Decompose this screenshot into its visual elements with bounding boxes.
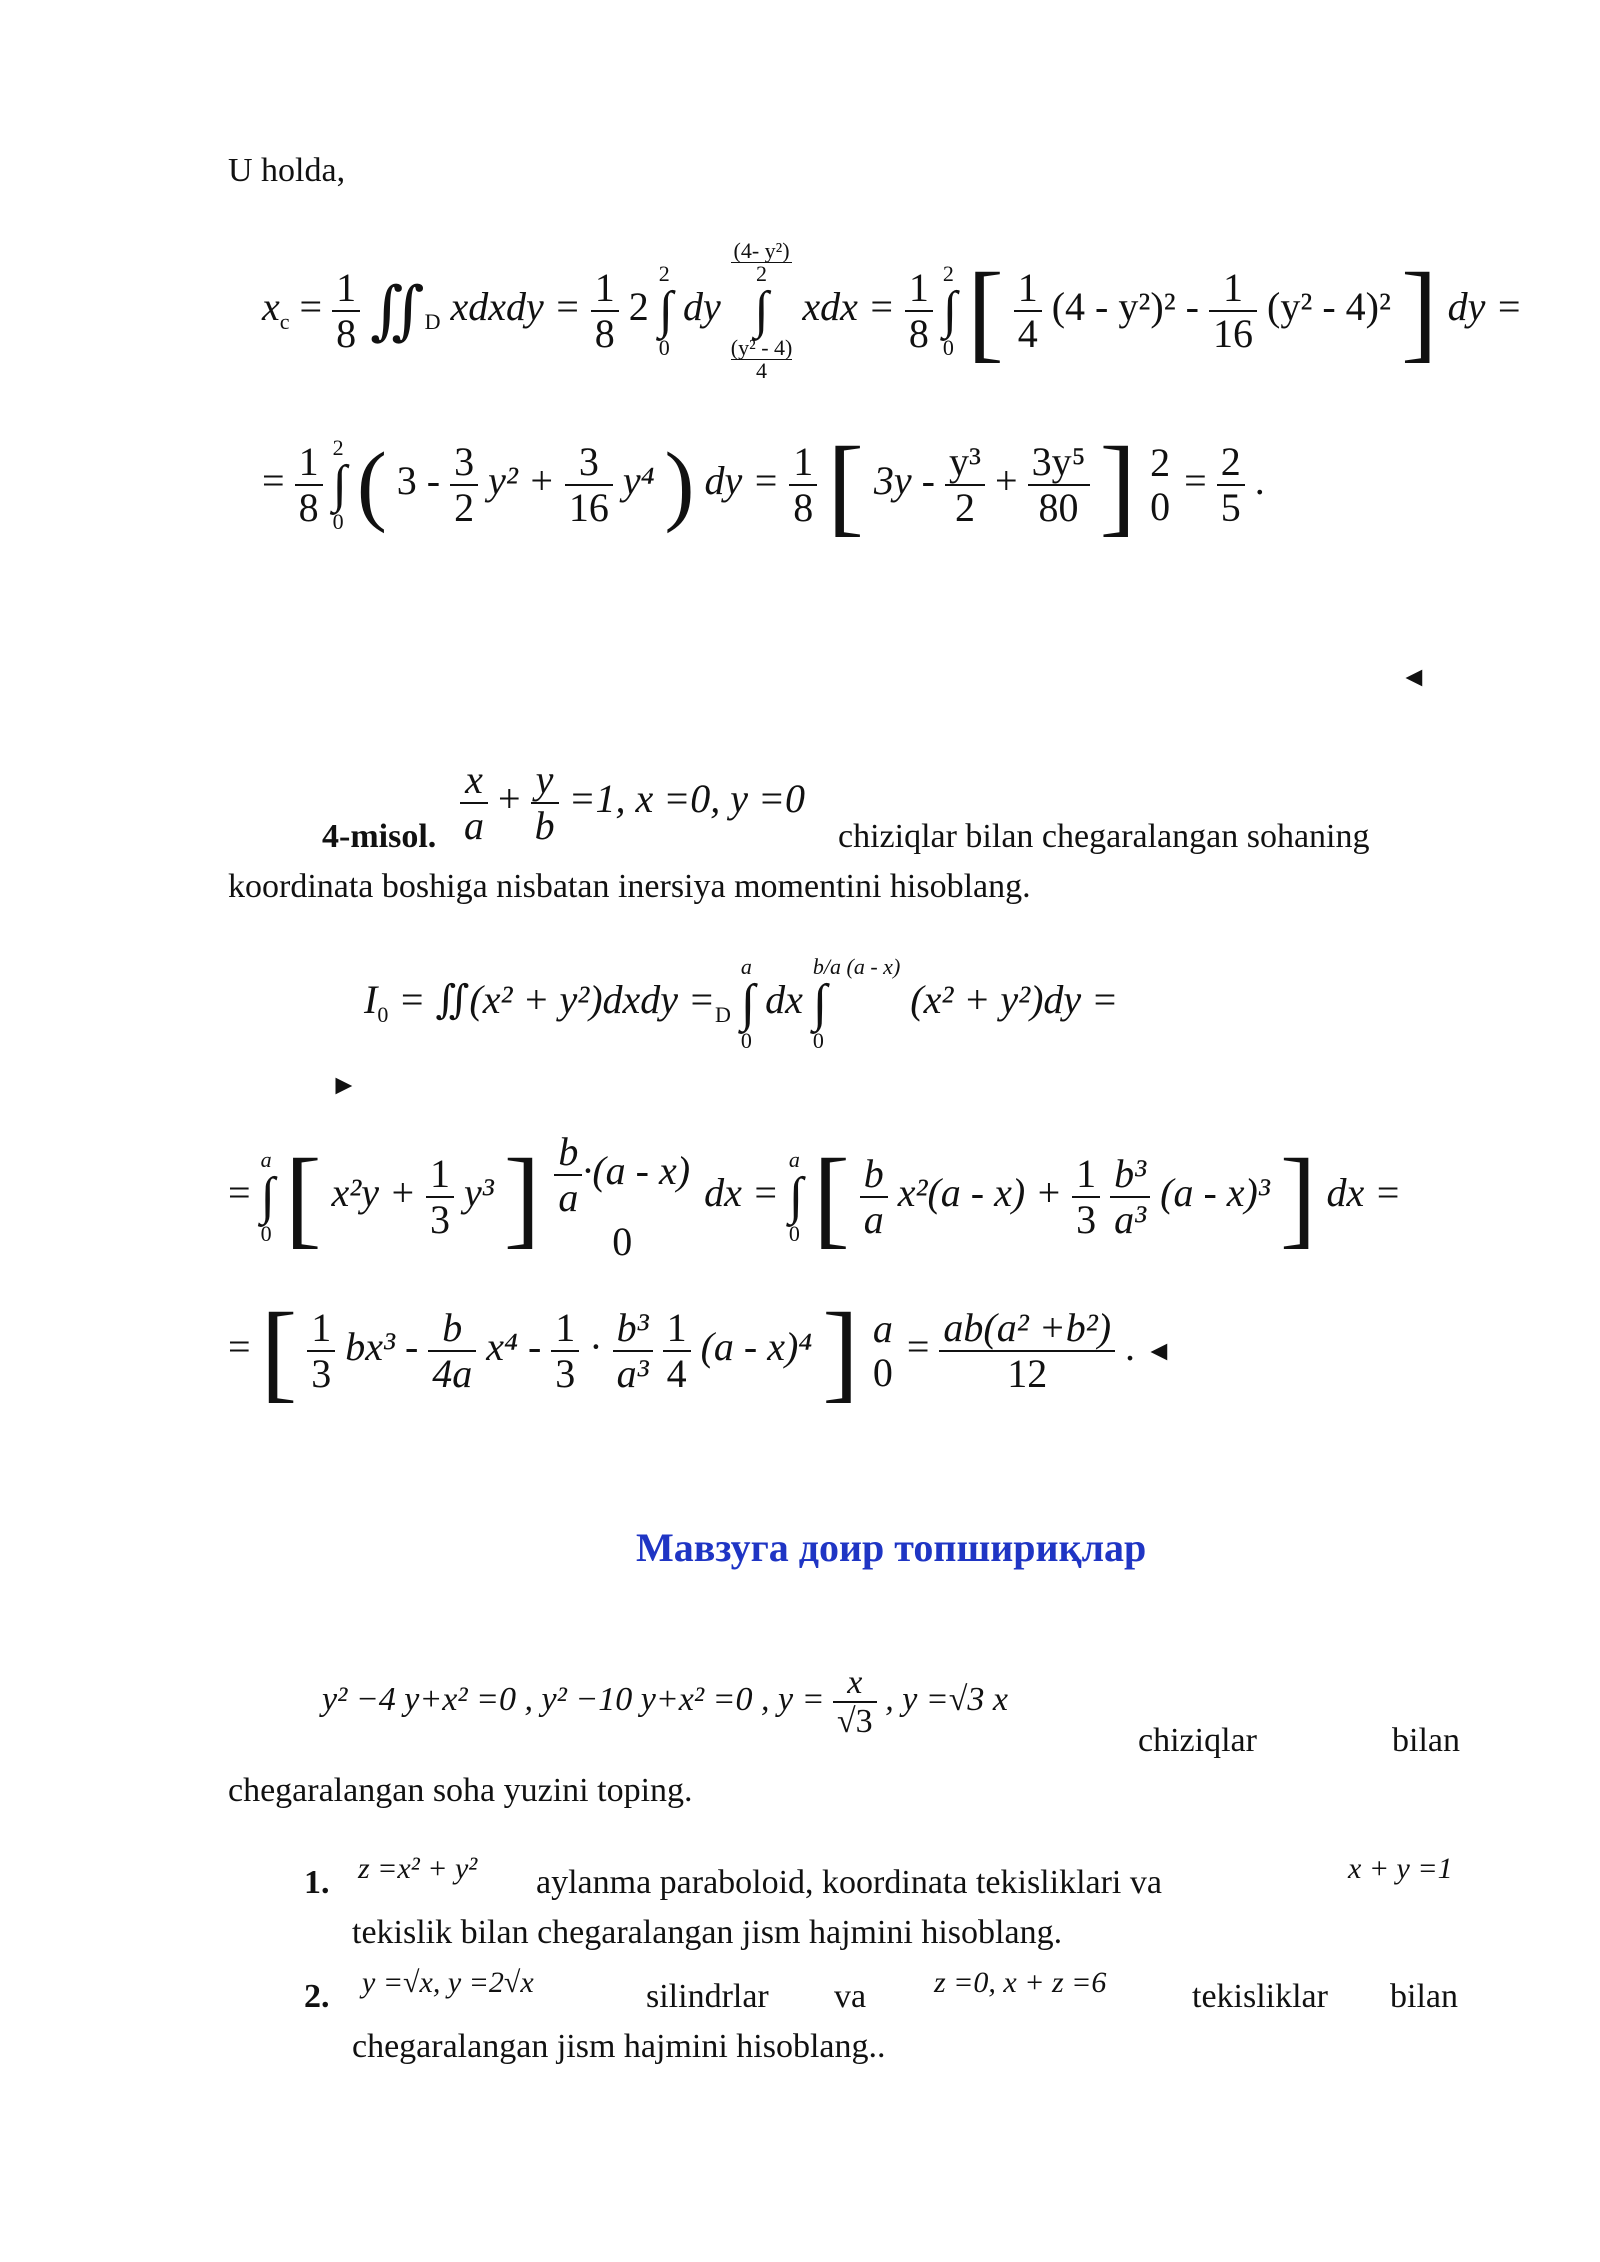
right-bracket-2: ] bbox=[1279, 1136, 1317, 1258]
eq1-lhs: x bbox=[262, 284, 280, 330]
frac-num: b³ bbox=[1110, 1152, 1150, 1198]
upper-limit: a bbox=[740, 954, 752, 979]
eq5-fraction-1-3b bbox=[551, 1306, 579, 1396]
frac-num: b bbox=[554, 1130, 582, 1176]
task2-word2: va bbox=[834, 1978, 867, 2015]
eq1-fraction-1-8 bbox=[332, 266, 360, 356]
frac-den: b bbox=[534, 803, 555, 848]
frac-num: 1 bbox=[591, 266, 619, 312]
left-bracket-2: [ bbox=[813, 1136, 850, 1258]
eq2-result-fraction bbox=[1217, 440, 1245, 530]
frac-den: a bbox=[863, 1197, 884, 1242]
frac-num: 1 bbox=[905, 266, 933, 312]
eq1-domain: D bbox=[424, 309, 441, 335]
eval-lower: 0 bbox=[872, 1350, 893, 1395]
cond-rest: =1, x =0, y =0 bbox=[568, 776, 806, 822]
cond-plus: + bbox=[498, 776, 521, 822]
eq4-int-limits: a ∫ 0 bbox=[260, 1147, 275, 1246]
eq1-inner-limits: (4- y²) 2 ∫ (y² - 4) 4 bbox=[730, 238, 793, 383]
inner-lower-limit: (y² - 4) bbox=[730, 335, 793, 360]
frac-num: x bbox=[833, 1664, 877, 1703]
frac-den: 80 bbox=[1038, 485, 1079, 530]
task1-math-b-text: x + y =1 bbox=[1348, 1852, 1453, 1885]
task0-fraction bbox=[833, 1664, 877, 1741]
frac-num: b³ bbox=[613, 1306, 653, 1352]
eq4-fraction-1-3 bbox=[426, 1152, 454, 1242]
inner-lower-limit: 0 bbox=[812, 1028, 824, 1053]
eq2-fraction-3y5-80 bbox=[1028, 440, 1090, 530]
frac-num: 1 bbox=[332, 266, 360, 312]
eq5-equals-result: = bbox=[906, 1324, 930, 1370]
eq5-fraction-1-4 bbox=[663, 1306, 691, 1396]
example4-text-b: koordinata boshiga nisbatan inersiya momentini hisoblang. bbox=[228, 868, 1031, 905]
upper-limit: 2 bbox=[658, 261, 670, 286]
eq1-int-limits: 2 ∫ 0 bbox=[658, 261, 673, 360]
right-bracket: ] bbox=[822, 1290, 859, 1412]
eq2-int-limits: 2 ∫ 0 bbox=[332, 435, 347, 534]
example4-label: 4-misol. bbox=[322, 818, 437, 855]
frac-den: 3 bbox=[429, 1197, 450, 1242]
frac-den: 2 bbox=[955, 485, 975, 530]
eq1-equals: = bbox=[299, 284, 323, 330]
eq2-fraction-1-8b bbox=[789, 440, 817, 530]
task0-line2: chegaralangan soha yuzini toping. bbox=[228, 1772, 693, 1809]
frac-num: 3 bbox=[565, 440, 613, 486]
lower-limit: 0 bbox=[788, 1221, 800, 1246]
eq5-a: bx³ - bbox=[345, 1324, 419, 1370]
frac-num: b bbox=[428, 1306, 476, 1352]
task0-math-b: , y =√3 x bbox=[885, 1681, 1008, 1719]
task0-equation bbox=[322, 1664, 1008, 1741]
eq1-int-limits-2: 2 ∫ 0 bbox=[942, 261, 958, 360]
frac-den: 8 bbox=[298, 485, 319, 530]
frac-den: 8 bbox=[793, 485, 814, 530]
frac-den: 3 bbox=[555, 1351, 576, 1396]
eq4-c: dx = bbox=[704, 1170, 779, 1216]
eval-upper-rest: ·(a - x) bbox=[582, 1148, 691, 1194]
lower-limit: 0 bbox=[658, 335, 670, 360]
eq2-eval-limits bbox=[1146, 441, 1174, 529]
right-bracket: ] bbox=[503, 1136, 541, 1258]
task2-math-a bbox=[362, 1966, 534, 2000]
task1-math-b bbox=[1348, 1852, 1453, 1886]
eq4-e: (a - x)³ bbox=[1160, 1170, 1270, 1216]
frac-num: 1 bbox=[551, 1306, 579, 1352]
eval-upper: a bbox=[872, 1306, 893, 1351]
frac-den: a³ bbox=[1114, 1197, 1147, 1242]
end-marker-left-triangle-icon: ◄ bbox=[1400, 662, 1428, 693]
eq1-dy: dy bbox=[683, 284, 721, 330]
task0-word2: bilan bbox=[1392, 1722, 1460, 1759]
eval-upper bbox=[550, 1130, 694, 1220]
eq4-eval-limits bbox=[550, 1130, 694, 1264]
eq5-result-fraction bbox=[939, 1306, 1115, 1396]
eq1-fraction-1-16 bbox=[1209, 266, 1257, 356]
task1-number: 1. bbox=[304, 1864, 330, 1901]
eq2-fraction-y3-2 bbox=[945, 440, 985, 530]
frac-den: a bbox=[464, 803, 484, 848]
eq1-term-b: (y² - 4)² bbox=[1267, 284, 1391, 330]
section-heading: Мавзуга доир топшириқлар bbox=[636, 1525, 1147, 1570]
frac-num: y³ bbox=[945, 440, 985, 486]
right-bracket: ] bbox=[1400, 250, 1438, 372]
lower-limit: 0 bbox=[332, 509, 344, 534]
task1-text-a: aylanma paraboloid, koordinata tekisliklari va bbox=[536, 1864, 1162, 1901]
left-bracket: [ bbox=[260, 1290, 298, 1412]
start-marker-right-triangle-icon: ► bbox=[330, 1070, 358, 1101]
frac-den: 3 bbox=[311, 1351, 332, 1396]
eq2-e: 3y - bbox=[873, 458, 935, 504]
eq4-a: x²y + bbox=[331, 1170, 416, 1216]
task0-math-a: y² −4 y+x² =0 , y² −10 y+x² =0 , y = bbox=[322, 1681, 825, 1719]
eq3-lhs-sub: 0 bbox=[377, 1002, 389, 1028]
equation-inertia-line3 bbox=[228, 1290, 1173, 1412]
eq1-fraction-1-8c bbox=[905, 266, 933, 356]
task0-word1: chiziqlar bbox=[1138, 1722, 1257, 1759]
right-paren: ) bbox=[664, 435, 695, 534]
frac-den: 4a bbox=[432, 1351, 473, 1396]
eq2-equals: = bbox=[262, 458, 285, 504]
frac-num: y bbox=[531, 758, 559, 804]
right-bracket: ] bbox=[1099, 424, 1137, 546]
eval-lower: 0 bbox=[1150, 484, 1171, 529]
cond-fraction-y-b bbox=[531, 758, 559, 848]
eq4-int-limits-2: a ∫ 0 bbox=[788, 1147, 804, 1246]
task2-number: 2. bbox=[304, 1978, 330, 2015]
frac-den: 4 bbox=[1017, 311, 1038, 356]
frac-den: 8 bbox=[336, 311, 357, 356]
frac-den: 4 bbox=[666, 1351, 687, 1396]
frac-den: 16 bbox=[568, 485, 609, 530]
eq4-fraction-b3-a3 bbox=[1110, 1152, 1150, 1242]
eq4-d: x²(a - x) + bbox=[897, 1170, 1063, 1216]
eq2-c: y⁴ bbox=[622, 458, 655, 504]
left-bracket: [ bbox=[967, 250, 1004, 372]
equation-inertia-line1 bbox=[364, 956, 1118, 1052]
eq1-lhs-sub: c bbox=[279, 309, 290, 335]
eq3-int-limits: a ∫ 0 bbox=[740, 954, 756, 1053]
eq3-lhs: I bbox=[364, 977, 378, 1023]
frac-num: 3 bbox=[450, 440, 478, 486]
eq1-fraction-1-8b bbox=[591, 266, 619, 356]
frac-num: b bbox=[860, 1152, 888, 1198]
eq1-term-a: (4 - y²)² - bbox=[1051, 284, 1199, 330]
left-bracket: [ bbox=[827, 424, 864, 546]
frac-num: 1 bbox=[426, 1152, 454, 1198]
frac-den: 3 bbox=[1076, 1197, 1097, 1242]
example4-condition bbox=[460, 758, 805, 848]
eq2-plus: + bbox=[995, 458, 1018, 504]
eval-upper: 2 bbox=[1150, 440, 1171, 485]
frac-num: 2 bbox=[1217, 440, 1245, 486]
lower-limit: 0 bbox=[942, 335, 954, 360]
eq5-fraction-b-4a bbox=[428, 1306, 476, 1396]
equation-centroid-line1 bbox=[262, 240, 1522, 382]
eval-lower: 0 bbox=[612, 1219, 633, 1264]
lower-limit: 0 bbox=[260, 1221, 272, 1246]
eq5-period: . bbox=[1125, 1324, 1136, 1370]
frac-den: 5 bbox=[1220, 485, 1241, 530]
frac-num: 1 bbox=[1072, 1152, 1100, 1198]
eq3-mid: = ∬(x² + y²)dxdy = bbox=[398, 977, 716, 1023]
task1-math-a-text: z =x² + y² bbox=[358, 1852, 478, 1885]
task2-word4: bilan bbox=[1390, 1978, 1458, 2015]
upper-limit: a bbox=[788, 1147, 800, 1172]
inner-upper-limit: b/a (a - x) bbox=[812, 954, 901, 979]
eq3-inner-limits: b/a (a - x) ∫ 0 bbox=[812, 954, 901, 1053]
eq5-fraction-b3-a3 bbox=[613, 1306, 653, 1396]
frac-num: 1 bbox=[1014, 266, 1042, 312]
double-integral-sign: ∬ bbox=[370, 275, 425, 346]
frac-den: 8 bbox=[594, 311, 615, 356]
eq2-fraction-1-8 bbox=[295, 440, 323, 530]
frac-den: a bbox=[558, 1175, 579, 1220]
eq3-tail: (x² + y²)dy = bbox=[910, 977, 1119, 1023]
example4-text-a: chiziqlar bilan chegaralangan sohaning bbox=[838, 818, 1370, 855]
eq3-domain: D bbox=[715, 1002, 731, 1028]
frac-num: 1 bbox=[663, 1306, 691, 1352]
frac-num: 1 bbox=[295, 440, 323, 486]
equation-centroid-line2 bbox=[262, 424, 1265, 546]
frac-den: 8 bbox=[908, 311, 929, 356]
lower-limit: 0 bbox=[740, 1028, 752, 1053]
task2-math-a-text: y =√x, y =2√x bbox=[362, 1966, 534, 1999]
task2-math-b bbox=[934, 1966, 1106, 2000]
task2-line2: chegaralangan jism hajmini hisoblang.. bbox=[352, 2028, 886, 2065]
task1-line2: tekislik bilan chegaralangan jism hajmini hisoblang. bbox=[352, 1914, 1063, 1951]
task1-math-a bbox=[358, 1852, 477, 1886]
frac-num: ab(a² +b²) bbox=[939, 1306, 1115, 1352]
task2-math-b-text: z =0, x + z =6 bbox=[934, 1966, 1107, 1999]
eq1-xdx: xdx = bbox=[802, 284, 895, 330]
eq2-equals-result: = bbox=[1184, 458, 1207, 504]
upper-limit: a bbox=[260, 1147, 272, 1172]
eq4-b: y³ bbox=[463, 1170, 494, 1216]
eq1-tail: dy = bbox=[1447, 284, 1523, 330]
eq1-coef: 2 bbox=[628, 284, 649, 330]
inner-lower-den: 4 bbox=[756, 358, 768, 383]
eq5-equals: = bbox=[228, 1324, 251, 1370]
eq4-equals: = bbox=[228, 1170, 251, 1216]
task2-word3: tekisliklar bbox=[1192, 1978, 1328, 2015]
eq2-a: 3 - bbox=[396, 458, 441, 504]
end-marker-left-triangle-icon-2: ◄ bbox=[1145, 1336, 1173, 1368]
frac-den: 16 bbox=[1213, 311, 1253, 356]
eq4-fraction-1-3b bbox=[1072, 1152, 1100, 1242]
inner-upper-limit: (4- y²) bbox=[731, 240, 793, 263]
eq2-b: y² + bbox=[488, 458, 555, 504]
frac-num: 1 bbox=[1209, 266, 1257, 312]
left-bracket: [ bbox=[284, 1136, 322, 1258]
frac-num: 3y⁵ bbox=[1028, 440, 1090, 486]
eq1-integrand: xdxdy = bbox=[450, 284, 581, 330]
frac-den: √3 bbox=[837, 1703, 873, 1741]
frac-num: 1 bbox=[307, 1306, 335, 1352]
eq2-d: dy = bbox=[704, 458, 780, 504]
eq5-eval-limits bbox=[869, 1307, 897, 1395]
inner-upper-den: 2 bbox=[756, 261, 768, 286]
equation-inertia-line2 bbox=[228, 1130, 1401, 1264]
left-paren: ( bbox=[356, 435, 387, 534]
eq1-fraction-1-4 bbox=[1014, 266, 1042, 356]
cond-fraction-x-a bbox=[460, 758, 488, 848]
eq5-c: (a - x)⁴ bbox=[700, 1324, 813, 1370]
frac-num: 1 bbox=[789, 440, 817, 486]
eq2-fraction-3-16 bbox=[565, 440, 613, 530]
eq4-tail: dx = bbox=[1326, 1170, 1402, 1216]
eq5-fraction-1-3 bbox=[307, 1306, 335, 1396]
eq5-b: x⁴ - bbox=[486, 1324, 542, 1370]
intro-text: U holda, bbox=[228, 152, 346, 189]
frac-den: 2 bbox=[454, 485, 475, 530]
eq2-period: . bbox=[1254, 458, 1265, 504]
frac-num: x bbox=[460, 758, 488, 804]
frac-den: 12 bbox=[1007, 1351, 1048, 1396]
frac-den: a³ bbox=[616, 1351, 649, 1396]
eq2-fraction-3-2 bbox=[450, 440, 478, 530]
upper-limit: 2 bbox=[942, 261, 954, 286]
eq3-dx: dx bbox=[765, 977, 803, 1023]
upper-limit: 2 bbox=[332, 435, 344, 460]
task2-word1: silindrlar bbox=[646, 1978, 769, 2015]
eq4-fraction-b-a bbox=[860, 1152, 888, 1242]
eq5-dot: · bbox=[589, 1324, 603, 1370]
